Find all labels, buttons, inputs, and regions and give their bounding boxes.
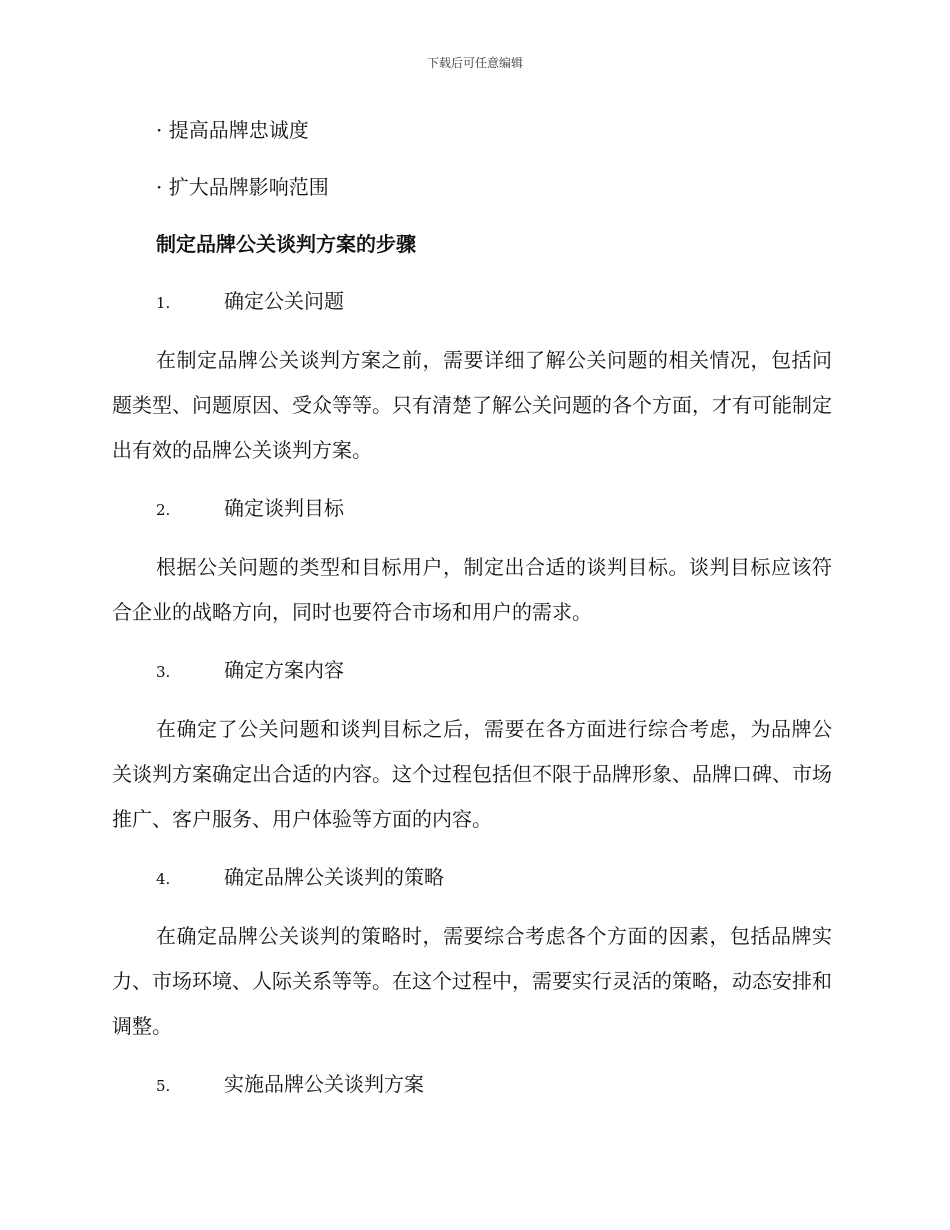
bullet-item: · 提高品牌忠诚度 — [156, 118, 309, 142]
step-heading-2 — [112, 486, 832, 532]
step-number: 4. — [156, 870, 171, 888]
step-title: 确定谈判目标 — [224, 496, 344, 520]
step-number: 1. — [156, 294, 171, 312]
step-title: 确定方案内容 — [224, 658, 344, 682]
step-heading-1 — [112, 279, 832, 325]
section-heading: 制定品牌公关谈判方案的步骤 — [156, 232, 416, 256]
step-number: 2. — [156, 501, 171, 519]
step-heading-5 — [112, 1062, 832, 1108]
step-paragraph-2: 根据公关问题的类型和目标用户，制定出合适的谈判目标。谈判目标应该符合企业的战略方向，同时也要符合市场和用户的需求。 — [112, 555, 832, 624]
step-number: 3. — [156, 663, 171, 681]
step-title: 实施品牌公关谈判方案 — [224, 1072, 424, 1096]
document-body — [112, 108, 832, 1121]
step-heading-3 — [112, 648, 832, 694]
step-paragraph-3: 在确定了公关问题和谈判目标之后，需要在各方面进行综合考虑，为品牌公关谈判方案确定出合适的内容。这个过程包括但不限于品牌形象、品牌口碑、市场推广、客户服务、用户体验等方面的内容。 — [112, 717, 832, 831]
page-header: 下载后可任意编辑 — [426, 56, 523, 70]
step-title: 确定公关问题 — [224, 289, 344, 313]
step-heading-4 — [112, 855, 832, 901]
bullet-item: · 扩大品牌影响范围 — [156, 175, 329, 199]
step-title: 确定品牌公关谈判的策略 — [224, 865, 444, 889]
step-paragraph-4: 在确定品牌公关谈判的策略时，需要综合考虑各个方面的因素，包括品牌实力、市场环境、人际关系等等。在这个过程中，需要实行灵活的策略，动态安排和调整。 — [112, 924, 832, 1038]
step-paragraph-1: 在制定品牌公关谈判方案之前，需要详细了解公关问题的相关情况，包括问题类型、问题原因、受众等等。只有清楚了解公关问题的各个方面，才有可能制定出有效的品牌公关谈判方案。 — [112, 348, 832, 462]
step-number: 5. — [156, 1077, 171, 1095]
